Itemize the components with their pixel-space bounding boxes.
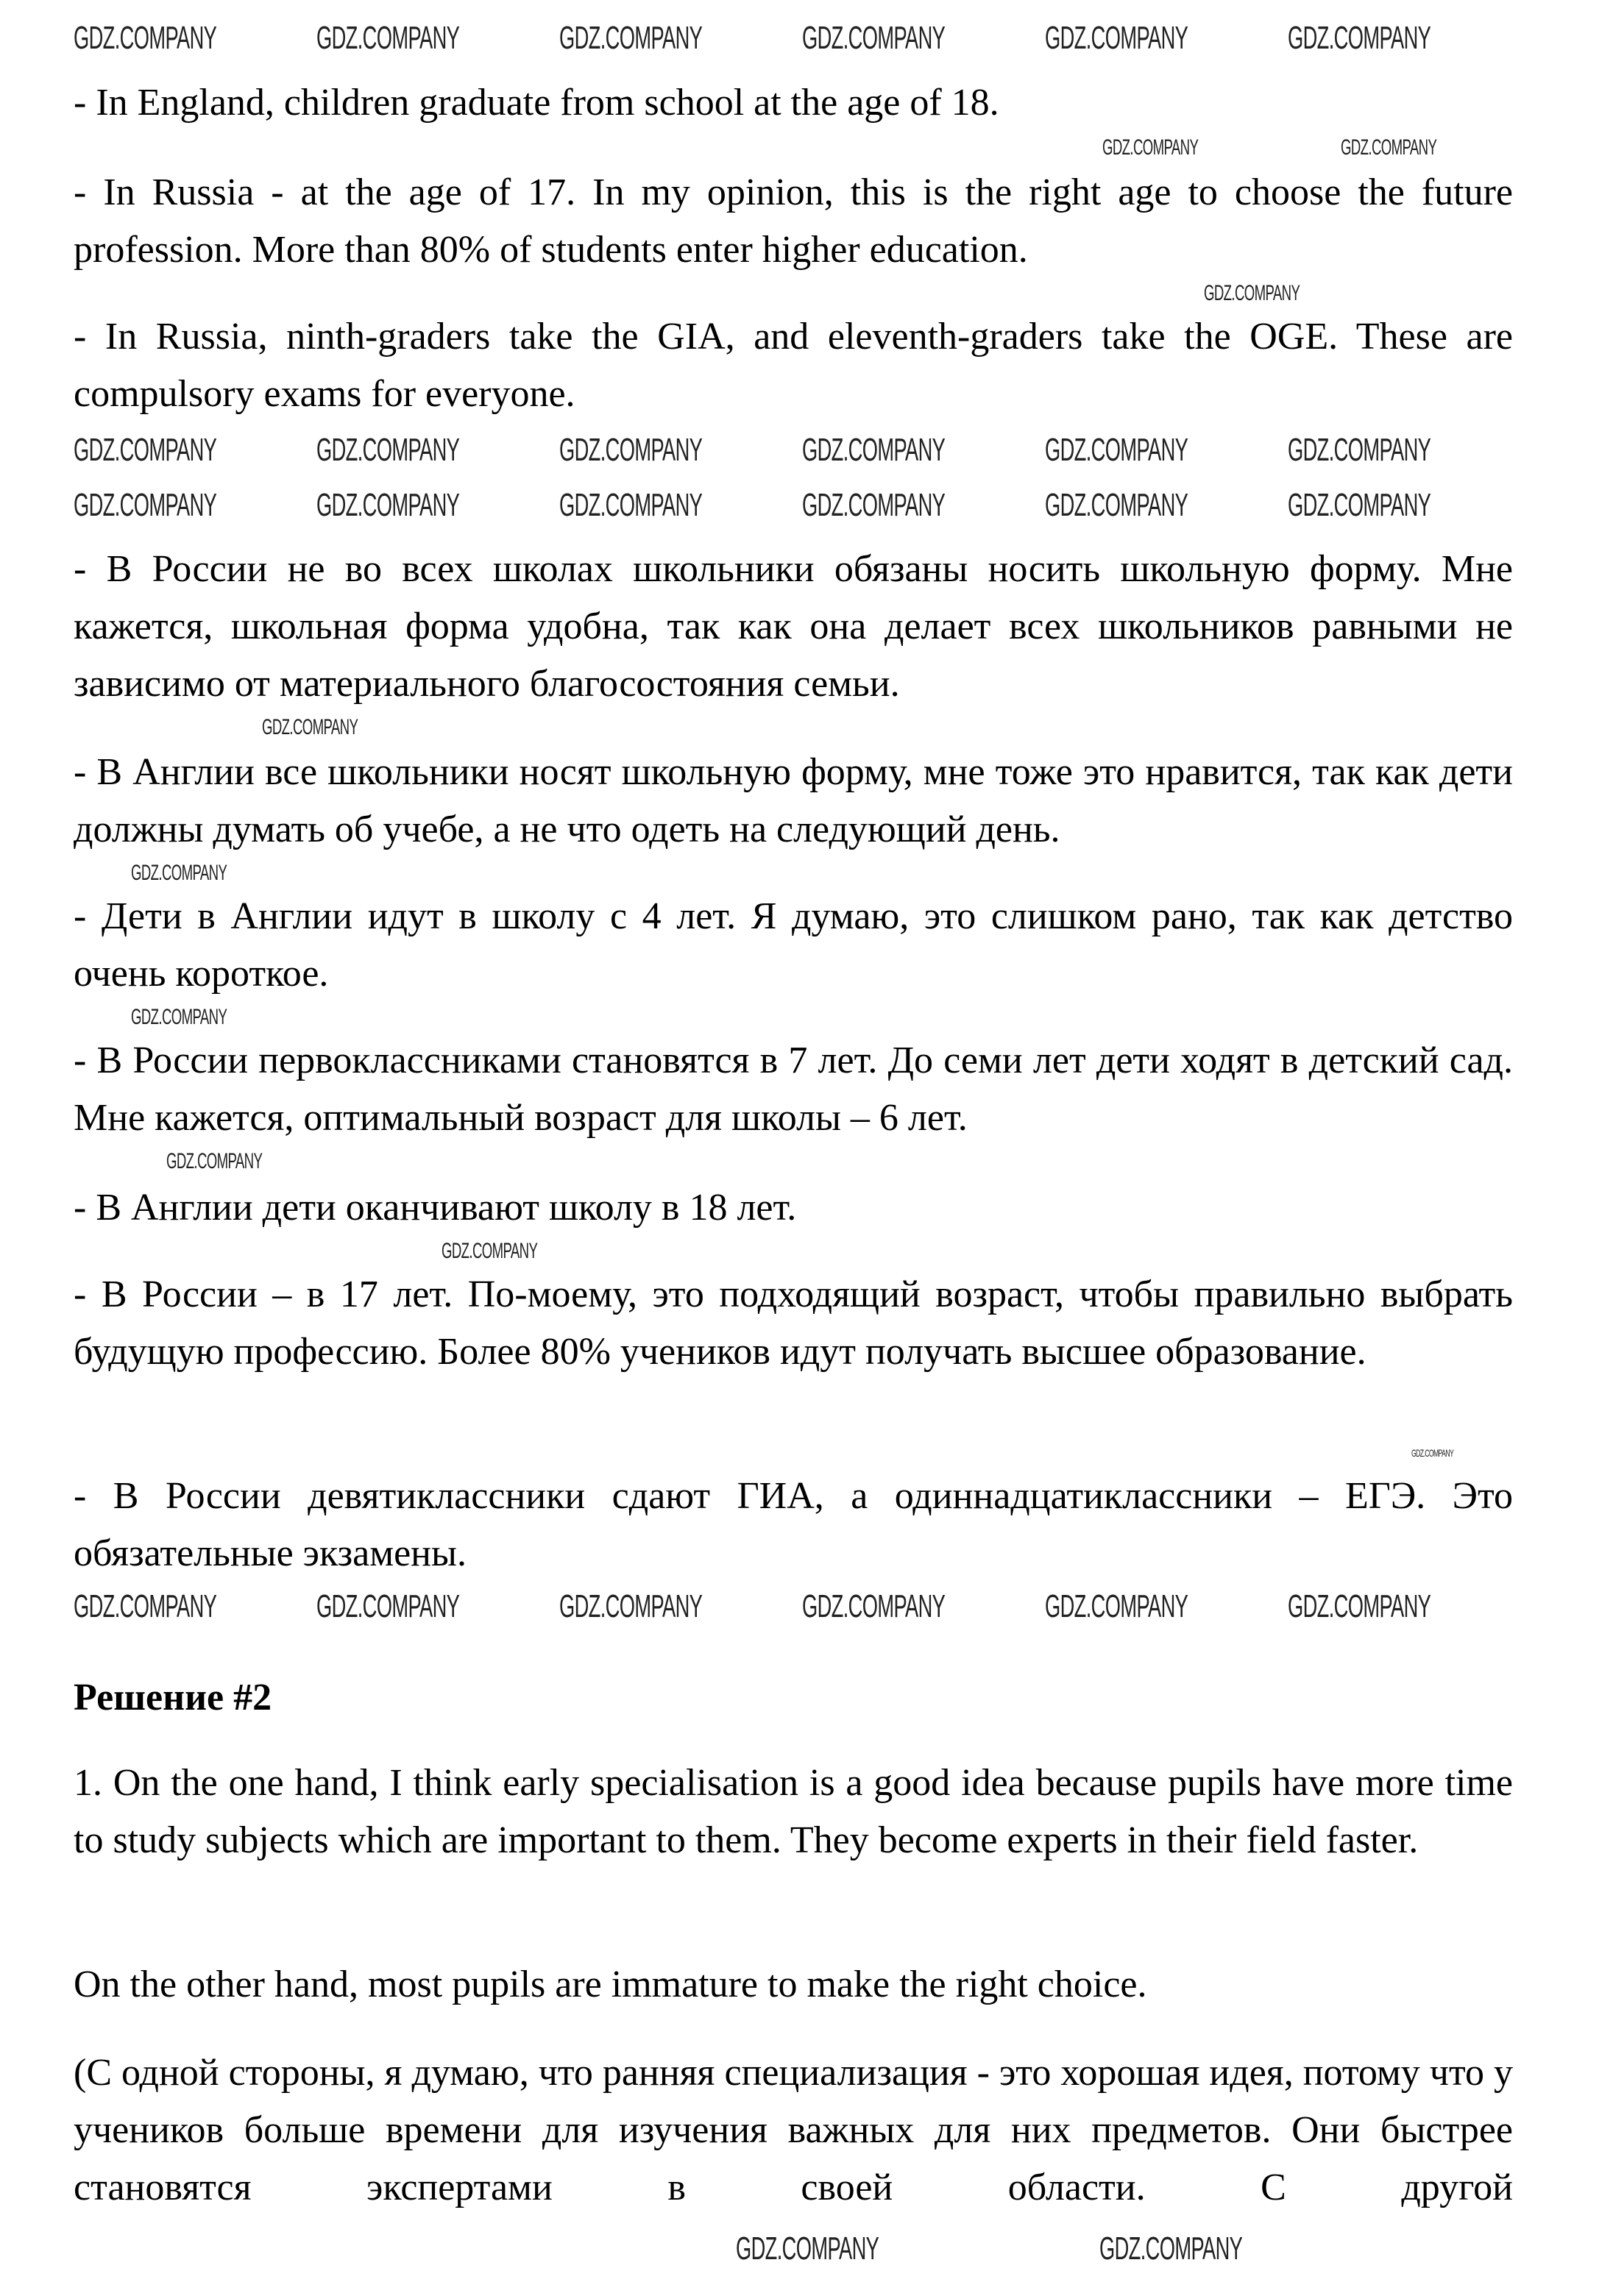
watermark: GDZ.COMPANY bbox=[1045, 20, 1188, 56]
watermark: GDZ.COMPANY bbox=[131, 861, 227, 885]
watermark: GDZ.COMPANY bbox=[1204, 281, 1300, 305]
watermark: GDZ.COMPANY bbox=[1099, 2231, 1243, 2267]
watermark: GDZ.COMPANY bbox=[1045, 487, 1188, 523]
paragraph-ru-graduate-russia: - В России – в 17 лет. По-моему, это подходящий возраст, чтобы правильно выбрать будущую профессию. Более 80% учеников идут получать высшее образование. bbox=[74, 1273, 1513, 1373]
watermark: GDZ.COMPANY bbox=[559, 432, 703, 468]
watermark: GDZ.COMPANY bbox=[74, 1588, 217, 1624]
watermark: GDZ.COMPANY bbox=[559, 1588, 703, 1624]
watermark: GDZ.COMPANY bbox=[802, 20, 946, 56]
watermark: GDZ.COMPANY bbox=[316, 1588, 460, 1624]
paragraph-ru-uniform-england: - В Англии все школьники носят школьную форму, мне тоже это нравится, так как дети должны думать об учебе, а не что одеть на следующий день. bbox=[74, 751, 1513, 850]
paragraph-ru-start-russia: - В России первоклассниками становятся в 7 лет. До семи лет дети ходят в детский сад. Мне кажется, оптимальный возраст для школы – 6 лет. bbox=[74, 1039, 1513, 1139]
watermark: GDZ.COMPANY bbox=[74, 20, 217, 56]
watermark: GDZ.COMPANY bbox=[1288, 20, 1431, 56]
solution-heading: Решение #2 bbox=[74, 1677, 272, 1719]
watermark: GDZ.COMPANY bbox=[442, 1239, 538, 1263]
watermark: GDZ.COMPANY bbox=[802, 432, 946, 468]
paragraph-ru-exams: - В России девятиклассники сдают ГИА, а одиннадцатиклассники – ЕГЭ. Это обязательные экзамены. bbox=[74, 1475, 1513, 1574]
watermark: GDZ.COMPANY bbox=[1102, 135, 1199, 160]
watermark: GDZ.COMPANY bbox=[1288, 1588, 1431, 1624]
watermark: GDZ.COMPANY bbox=[1045, 1588, 1188, 1624]
watermark: GDZ.COMPANY bbox=[262, 715, 358, 739]
paragraph-ru-uniform-russia: - В России не во всех школах школьники обязаны носить школьную форму. Мне кажется, школьная форма удобна, так как она делает всех школьников равными не зависимо от материального благосостояния семьи. bbox=[74, 548, 1513, 705]
paragraph-solution-other-hand: On the other hand, most pupils are immature to make the right choice. bbox=[74, 1963, 1147, 2005]
watermark: GDZ.COMPANY bbox=[1045, 432, 1188, 468]
watermark: GDZ.COMPANY bbox=[1288, 487, 1431, 523]
paragraph-solution-one-hand: 1. On the one hand, I think early specialisation is a good idea because pupils have more time to study subjects which are important to them. They become experts in their field faster. bbox=[74, 1762, 1513, 1861]
watermark: GDZ.COMPANY bbox=[802, 487, 946, 523]
watermark: GDZ.COMPANY bbox=[802, 1588, 946, 1624]
watermark: GDZ.COMPANY bbox=[1288, 432, 1431, 468]
watermark: GDZ.COMPANY bbox=[559, 487, 703, 523]
watermark: GDZ.COMPANY bbox=[1341, 135, 1437, 160]
paragraph-russia-graduate: - In Russia - at the age of 17. In my opinion, this is the right age to choose the future profession. More than 80% of students enter higher education. bbox=[74, 171, 1513, 271]
watermark: GDZ.COMPANY bbox=[74, 432, 217, 468]
paragraph-england-graduate: - In England, children graduate from school at the age of 18. bbox=[74, 82, 999, 124]
watermark: GDZ.COMPANY bbox=[316, 432, 460, 468]
paragraph-solution-translation: (С одной стороны, я думаю, что ранняя специализация - это хорошая идея, потому что у учеников больше времени для изучения важных для них предметов. Они быстрее становятся экспертами в своей области. С другой bbox=[74, 2052, 1513, 2208]
paragraph-russia-exams: - In Russia, ninth-graders take the GIA, and eleventh-graders take the OGE. These are compulsory exams for everyone. bbox=[74, 316, 1513, 415]
watermark: GDZ.COMPANY bbox=[1411, 1447, 1454, 1459]
watermark: GDZ.COMPANY bbox=[316, 487, 460, 523]
watermark: GDZ.COMPANY bbox=[559, 20, 703, 56]
paragraph-ru-start-england: - Дети в Англии идут в школу с 4 лет. Я думаю, это слишком рано, так как детство очень короткое. bbox=[74, 895, 1513, 995]
watermark: GDZ.COMPANY bbox=[131, 1005, 227, 1029]
paragraph-ru-graduate-england: - В Англии дети оканчивают школу в 18 лет. bbox=[74, 1187, 797, 1229]
watermark: GDZ.COMPANY bbox=[316, 20, 460, 56]
watermark: GDZ.COMPANY bbox=[736, 2231, 879, 2267]
watermark: GDZ.COMPANY bbox=[166, 1149, 263, 1173]
watermark: GDZ.COMPANY bbox=[74, 487, 217, 523]
